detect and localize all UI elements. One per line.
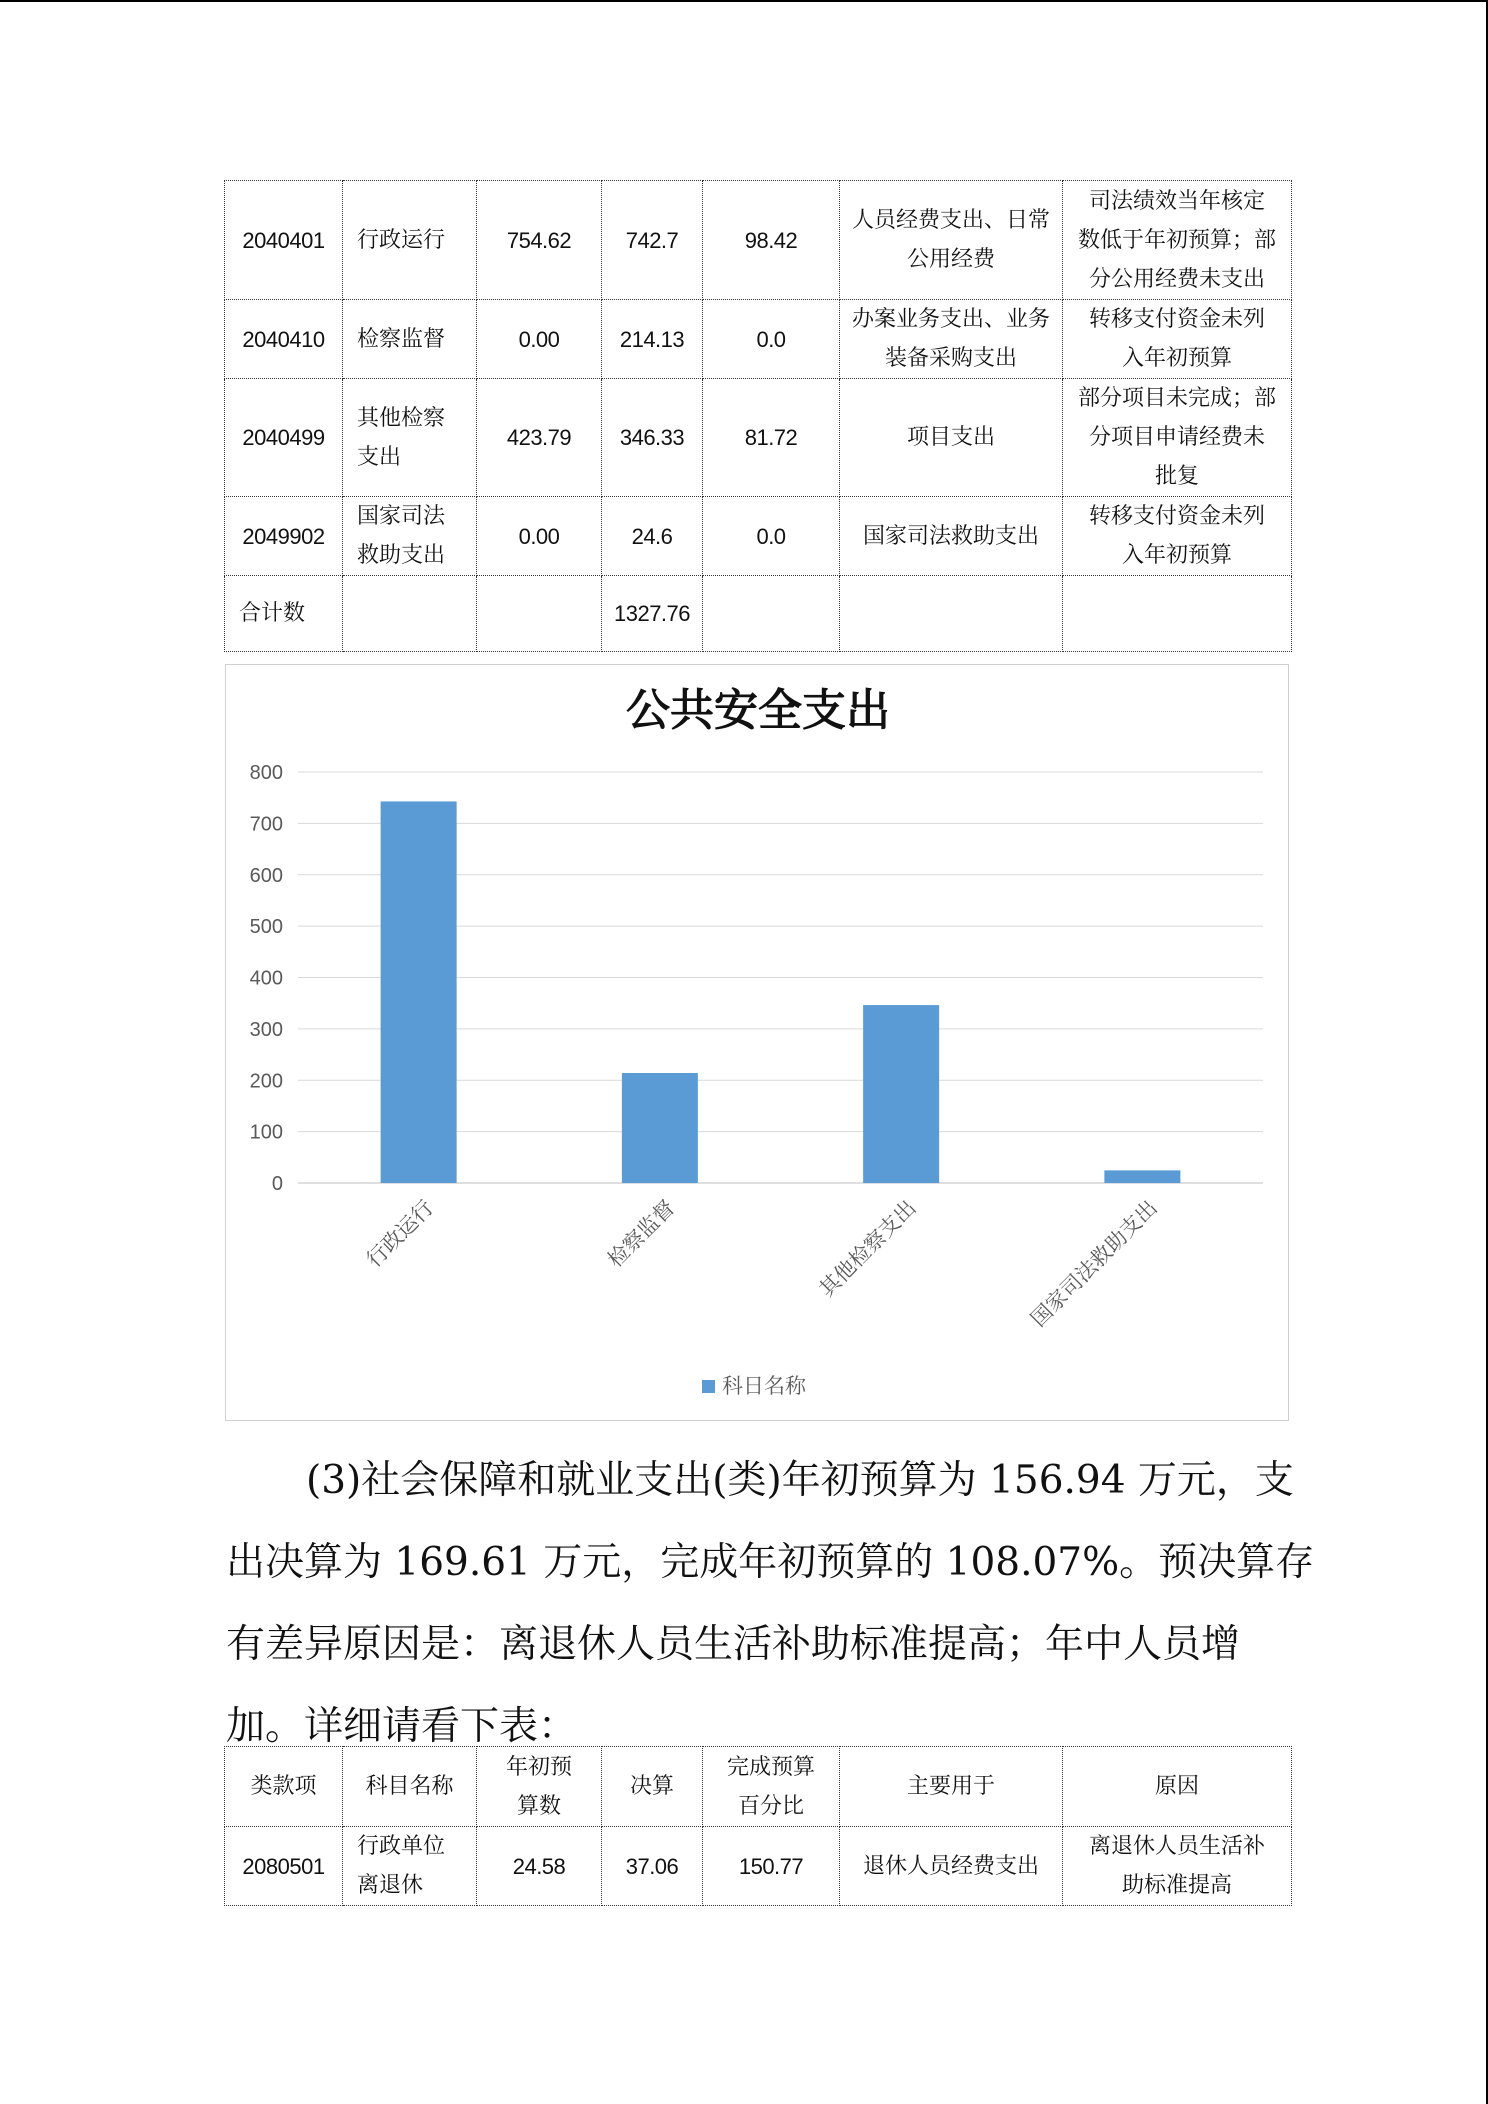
page-top-border	[0, 0, 1488, 2]
bar	[863, 1005, 939, 1183]
total-label-cell: 合计数	[225, 576, 343, 652]
usage-cell	[840, 379, 1063, 497]
column-header-line: 决算	[629, 1774, 674, 1799]
reason-cell	[1063, 300, 1292, 379]
empty-cell	[343, 576, 477, 652]
total-final-cell: 1327.76	[602, 576, 703, 652]
subject-name-cell	[343, 379, 477, 497]
bar	[622, 1073, 698, 1183]
y-tick-label: 700	[249, 813, 283, 836]
usage-cell-line: 办案业务支出、业务	[851, 307, 1050, 332]
y-tick-label: 0	[271, 1173, 283, 1195]
chart-svg	[226, 665, 1290, 1422]
bar	[1104, 1170, 1180, 1183]
subject-name-cell	[343, 181, 477, 300]
table-row	[225, 379, 1292, 497]
code-cell: 2080501	[225, 1827, 343, 1906]
legend-swatch	[702, 1380, 715, 1393]
paragraph-line: 有差异原因是：离退休人员生活补助标准提高；年中人员增	[226, 1622, 1241, 1667]
percent-cell: 0.0	[703, 300, 840, 379]
subject-name-cell	[343, 497, 477, 576]
x-tick-label: 行政运行	[361, 1195, 439, 1272]
column-header-line: 主要用于	[906, 1774, 995, 1799]
y-tick-label: 200	[249, 1070, 283, 1093]
social-security-table	[224, 1746, 1292, 1906]
column-header	[225, 1747, 343, 1827]
reason-cell-line: 入年初预算	[1121, 543, 1232, 568]
column-header-line: 原因	[1154, 1774, 1199, 1799]
budget-cell: 24.58	[477, 1827, 602, 1906]
usage-cell	[840, 300, 1063, 379]
final-cell: 24.6	[602, 497, 703, 576]
final-cell: 742.7	[602, 181, 703, 300]
budget-cell: 423.79	[477, 379, 602, 497]
column-header-line: 年初预	[505, 1754, 572, 1780]
usage-cell-line: 国家司法救助支出	[862, 523, 1039, 549]
expenditure-table	[224, 180, 1292, 652]
column-header	[1063, 1747, 1292, 1827]
code-cell: 2049902	[225, 497, 343, 576]
reason-cell-line: 入年初预算	[1121, 346, 1232, 371]
usage-cell-line: 项目支出	[906, 425, 995, 450]
column-header-line: 完成预算	[726, 1754, 815, 1780]
budget-cell: 0.00	[477, 497, 602, 576]
y-tick-label: 600	[249, 864, 283, 887]
header-row	[225, 1747, 1292, 1827]
column-header	[602, 1747, 703, 1827]
y-tick-label: 500	[249, 916, 283, 939]
percent-cell: 0.0	[703, 497, 840, 576]
subject-name-cell	[343, 1827, 477, 1906]
reason-cell-line: 司法绩效当年核定	[1088, 188, 1265, 214]
reason-cell-line: 离退休人员生活补	[1088, 1834, 1265, 1859]
subject-name-cell-line: 救助支出	[357, 543, 446, 568]
final-cell: 37.06	[602, 1827, 703, 1906]
budget-cell: 754.62	[477, 181, 602, 300]
column-header-line: 算数	[516, 1793, 561, 1819]
total-row	[225, 576, 1292, 652]
paragraph-line: (3)社会保障和就业支出(类)年初预算为 156.94 万元，支	[306, 1458, 1294, 1503]
reason-cell-line: 分项目申请经费未	[1088, 425, 1265, 450]
table-row	[225, 497, 1292, 576]
column-header	[477, 1747, 602, 1827]
subject-name-cell-line: 行政单位	[357, 1834, 446, 1859]
usage-cell-line: 人员经费支出、日常	[851, 208, 1050, 233]
reason-cell	[1063, 497, 1292, 576]
reason-cell-line: 转移支付资金未列	[1088, 504, 1265, 529]
subject-name-cell-line: 离退休	[357, 1873, 424, 1898]
percent-cell: 81.72	[703, 379, 840, 497]
table-row	[225, 300, 1292, 379]
subject-name-cell-line: 检察监督	[357, 326, 446, 352]
empty-cell	[840, 576, 1063, 652]
subject-name-cell	[343, 300, 477, 379]
subject-name-cell-line: 其他检察	[357, 405, 446, 431]
reason-cell-line: 助标准提高	[1121, 1873, 1232, 1898]
column-header-line: 类款项	[250, 1774, 317, 1799]
reason-cell-line: 部分项目未完成；部	[1077, 386, 1276, 411]
subject-name-cell-line: 国家司法	[357, 504, 446, 529]
chart-title: 公共安全支出	[626, 685, 890, 736]
column-header-line: 百分比	[737, 1793, 804, 1819]
reason-cell-line: 数低于年初预算；部	[1077, 227, 1276, 253]
x-tick-label: 其他检察支出	[814, 1195, 921, 1302]
usage-cell	[840, 1827, 1063, 1906]
usage-cell-line: 退休人员经费支出	[862, 1853, 1039, 1879]
public-safety-chart	[225, 664, 1289, 1421]
paragraph-line: 加。详细请看下表：	[226, 1704, 578, 1749]
usage-cell-line: 装备采购支出	[884, 346, 1017, 371]
percent-cell: 150.77	[703, 1827, 840, 1906]
empty-cell	[703, 576, 840, 652]
final-cell: 346.33	[602, 379, 703, 497]
subject-name-cell-line: 支出	[357, 444, 402, 470]
table-row	[225, 181, 1292, 300]
y-tick-label: 800	[249, 762, 283, 784]
empty-cell	[1063, 576, 1292, 652]
column-header-line: 科目名称	[365, 1774, 454, 1799]
code-cell: 2040401	[225, 181, 343, 300]
bar	[381, 801, 457, 1183]
reason-cell-line: 转移支付资金未列	[1088, 307, 1265, 332]
code-cell: 2040499	[225, 379, 343, 497]
reason-cell	[1063, 181, 1292, 300]
y-tick-label: 400	[249, 967, 283, 990]
paragraph-line: 出决算为 169.61 万元，完成年初预算的 108.07%。预决算存	[226, 1540, 1315, 1585]
reason-cell	[1063, 1827, 1292, 1906]
y-tick-label: 300	[249, 1018, 283, 1041]
column-header	[703, 1747, 840, 1827]
reason-cell-line: 分公用经费未支出	[1088, 266, 1265, 292]
column-header	[343, 1747, 477, 1827]
x-tick-label: 国家司法救助支出	[1026, 1195, 1162, 1332]
table-row	[225, 1827, 1292, 1906]
empty-cell	[477, 576, 602, 652]
final-cell: 214.13	[602, 300, 703, 379]
usage-cell-line: 公用经费	[906, 247, 995, 272]
legend-label: 科日名称	[722, 1374, 806, 1398]
reason-cell	[1063, 379, 1292, 497]
budget-cell: 0.00	[477, 300, 602, 379]
subject-name-cell-line: 行政运行	[357, 227, 446, 253]
usage-cell	[840, 181, 1063, 300]
usage-cell	[840, 497, 1063, 576]
percent-cell: 98.42	[703, 181, 840, 300]
x-tick-label: 检察监督	[603, 1195, 680, 1272]
y-tick-label: 100	[249, 1121, 283, 1144]
social-security-paragraph	[226, 1440, 1315, 1768]
column-header	[840, 1747, 1063, 1827]
reason-cell-line: 批复	[1154, 464, 1199, 489]
code-cell: 2040410	[225, 300, 343, 379]
